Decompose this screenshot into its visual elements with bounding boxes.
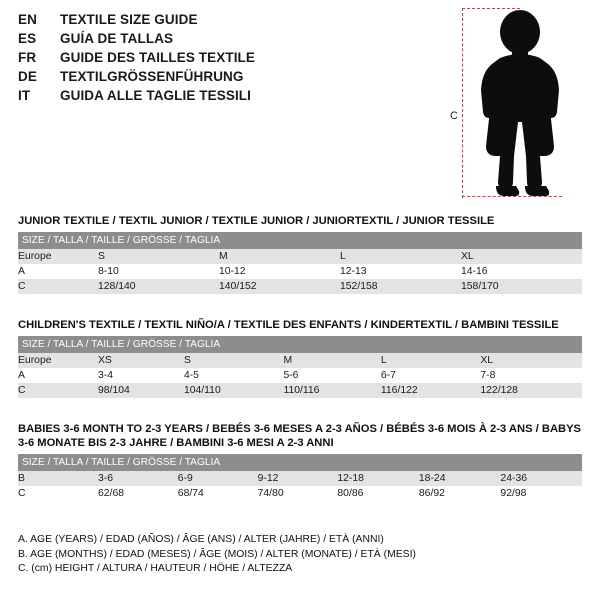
height-measure-figure [450,6,590,206]
junior-size-table [18,232,582,294]
table-cell: S [184,353,284,368]
section-junior-textile [18,214,582,294]
language-title: TEXTILE SIZE GUIDE [60,12,198,27]
table-header-row [18,232,582,249]
row-label: B [18,471,98,486]
measure-label-c: C [450,110,458,122]
table-row [18,486,582,501]
table-cell: 9-12 [258,471,338,486]
size-header-label: SIZE / TALLA / TAILLE / GRÖSSE / TAGLIA [18,232,582,249]
section-babies-textile [18,422,582,501]
row-label: Europe [18,353,98,368]
table-cell: 116/122 [381,383,481,398]
child-silhouette-icon [470,6,580,202]
language-row [18,69,448,88]
row-label: A [18,368,98,383]
childrens-size-table [18,336,582,398]
table-cell: 98/104 [98,383,184,398]
language-title: GUIDE DES TAILLES TEXTILE [60,50,256,65]
table-cell: 128/140 [98,279,219,294]
table-row [18,279,582,294]
language-code: FR [18,50,37,65]
language-row [18,31,448,50]
language-row [18,12,448,31]
language-code: IT [18,88,31,103]
legend-line-c: C. (cm) HEIGHT / ALTURA / HAUTEUR / HÖHE / ALTEZZA [18,563,293,575]
language-title: GUIDA ALLE TAGLIE TESSILI [60,88,251,103]
table-cell: 12-18 [337,471,419,486]
language-row [18,50,448,69]
table-cell: 62/68 [98,486,178,501]
table-cell: 86/92 [419,486,501,501]
table-cell: M [219,249,340,264]
table-cell: 92/98 [500,486,582,501]
language-header [18,12,448,107]
table-cell: L [340,249,461,264]
language-code: DE [18,69,37,84]
section-title: BABIES 3-6 MONTH TO 2-3 YEARS / BEBÉS 3-6 MESES A 2-3 AÑOS / BÉBÉS 3-6 MOIS À 2-3 ANS / BABYS 3-6 MONATE BIS 2-3 JAHRE / BAMBINI 3-6 MESI A 2-3 ANNI [18,423,582,449]
table-cell: 4-5 [184,368,284,383]
table-cell: M [283,353,380,368]
section-childrens-textile [18,318,582,398]
table-cell: 6-9 [178,471,258,486]
table-row [18,383,582,398]
table-cell: 80/86 [337,486,419,501]
table-row [18,249,582,264]
section-title: CHILDREN'S TEXTILE / TEXTIL NIÑO/A / TEXTILE DES ENFANTS / KINDERTEXTIL / BAMBINI TESSILE [18,319,559,331]
table-cell: 24-36 [500,471,582,486]
table-row [18,353,582,368]
section-title: JUNIOR TEXTILE / TEXTIL JUNIOR / TEXTILE JUNIOR / JUNIORTEXTIL / JUNIOR TESSILE [18,215,495,227]
table-cell: 3-4 [98,368,184,383]
language-title: GUÍA DE TALLAS [60,31,174,46]
size-header-label: SIZE / TALLA / TAILLE / GRÖSSE / TAGLIA [18,454,582,471]
table-row [18,471,582,486]
table-cell: 7-8 [480,368,582,383]
table-row [18,368,582,383]
language-title: TEXTILGRÖSSENFÜHRUNG [60,69,244,84]
table-cell: XL [480,353,582,368]
table-cell: XS [98,353,184,368]
table-cell: 110/116 [283,383,380,398]
table-cell: 140/152 [219,279,340,294]
row-label: Europe [18,249,98,264]
table-cell: 12-13 [340,264,461,279]
table-cell: 158/170 [461,279,582,294]
row-label: C [18,279,98,294]
row-label: C [18,383,98,398]
table-cell: L [381,353,481,368]
size-header-label: SIZE / TALLA / TAILLE / GRÖSSE / TAGLIA [18,336,582,353]
legend [18,533,582,577]
legend-line-b: B. AGE (MONTHS) / EDAD (MESES) / ÂGE (MOIS) / ALTER (MONATE) / ETÀ (MESI) [18,548,416,560]
table-header-row [18,454,582,471]
table-cell: 5-6 [283,368,380,383]
table-cell: 152/158 [340,279,461,294]
table-cell: 8-10 [98,264,219,279]
table-cell: 68/74 [178,486,258,501]
table-cell: 74/80 [258,486,338,501]
table-cell: S [98,249,219,264]
table-cell: 18-24 [419,471,501,486]
table-cell: 14-16 [461,264,582,279]
row-label: C [18,486,98,501]
babies-size-table [18,454,582,501]
legend-line-a: A. AGE (YEARS) / EDAD (AÑOS) / ÂGE (ANS) / ALTER (JAHRE) / ETÀ (ANNI) [18,534,384,545]
table-cell: 10-12 [219,264,340,279]
table-cell: 6-7 [381,368,481,383]
language-row [18,88,448,107]
table-row [18,264,582,279]
language-code: ES [18,31,37,46]
row-label: A [18,264,98,279]
language-code: EN [18,12,37,27]
table-cell: 122/128 [480,383,582,398]
table-header-row [18,336,582,353]
table-cell: XL [461,249,582,264]
table-cell: 104/110 [184,383,284,398]
table-cell: 3-6 [98,471,178,486]
measure-guide-vertical-line [462,8,463,198]
